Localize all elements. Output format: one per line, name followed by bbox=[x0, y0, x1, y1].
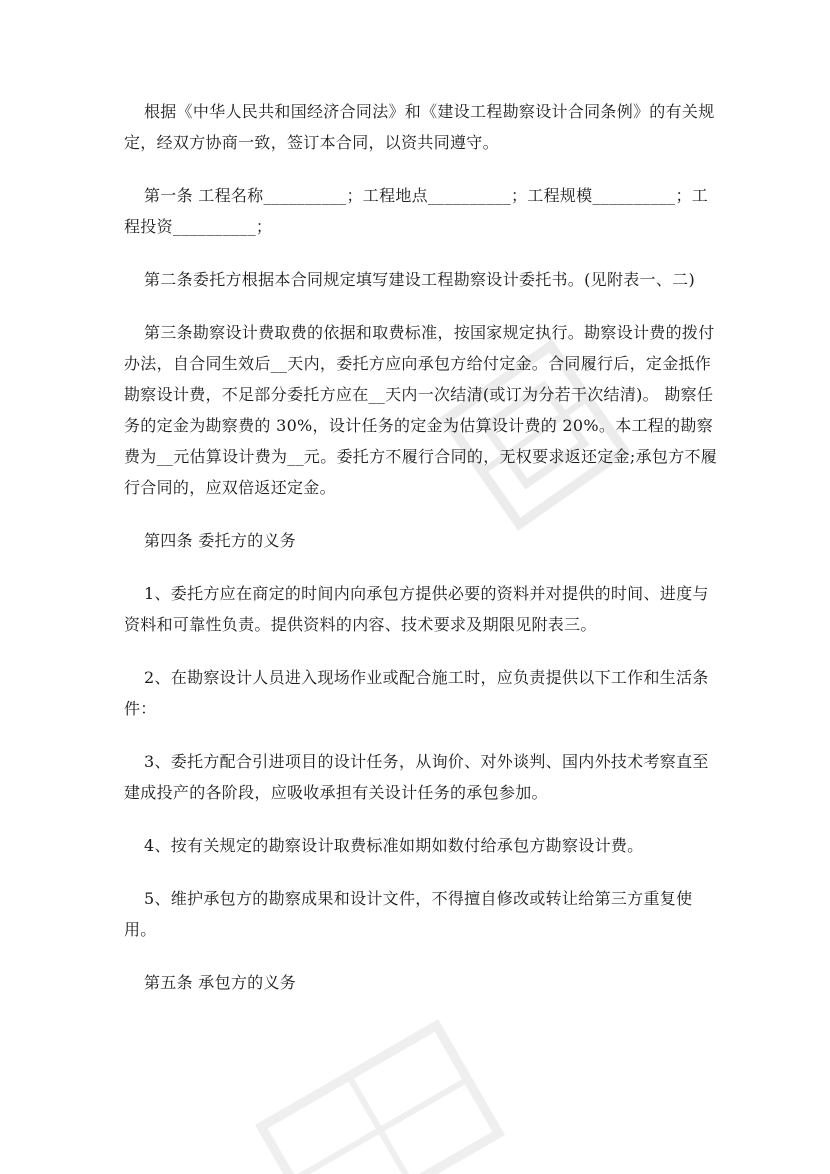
watermark-icon bbox=[250, 1014, 511, 1174]
article-4-item-1: 1、委托方应在商定的时间内向承包方提供必要的资料并对提供的时间、进度与资料和可靠性负责。提供资料的内容、技术要求及期限见附表三。 bbox=[124, 584, 709, 634]
preamble-paragraph: 根据《中华人民共和国经济合同法》和《建设工程勘察设计合同条例》的有关规定，经双方协商一致，签订本合同，以资共同遵守。 bbox=[124, 102, 715, 152]
article-2-paragraph: 第二条委托方根据本合同规定填写建设工程勘察设计委托书。(见附表一、二) bbox=[144, 270, 695, 289]
article-5-heading: 第五条 承包方的义务 bbox=[144, 973, 297, 992]
article-4-item-4: 4、按有关规定的勘察设计取费标准如期如数付给承包方勘察设计费。 bbox=[144, 836, 644, 855]
article-3-paragraph: 第三条勘察设计费取费的依据和取费标准，按国家规定执行。勘察设计费的拨付办法，自合同生效后__天内，委托方应向承包方给付定金。合同履行后，定金抵作勘察设计费，不足部分委托方应在__天内一次结清(或订为分若干次结清)。 勘察任务的定金为勘察费的 30%，设计任务的定金为估算设计费的 20%。本工程的勘察费为__元估算设计费为__元。委托方不履行合同的，无权要求返还定金;承包方不履行合同的，应双倍返还定金。 bbox=[124, 323, 718, 497]
article-4-heading: 第四条 委托方的义务 bbox=[144, 531, 297, 550]
article-4-item-3: 3、委托方配合引进项目的设计任务，从询价、对外谈判、国内外技术考察直至建成投产的各阶段，应吸收承担有关设计任务的承包参加。 bbox=[124, 752, 709, 802]
article-1-paragraph: 第一条 工程名称__________；工程地点__________；工程规模__________；工程投资__________； bbox=[124, 186, 709, 236]
article-4-item-2: 2、在勘察设计人员进入现场作业或配合施工时，应负责提供以下工作和生活条件： bbox=[124, 668, 709, 718]
contract-body bbox=[124, 96, 724, 1020]
article-4-item-5: 5、维护承包方的勘察成果和设计文件，不得擅自修改或转让给第三方重复使用。 bbox=[124, 889, 693, 939]
